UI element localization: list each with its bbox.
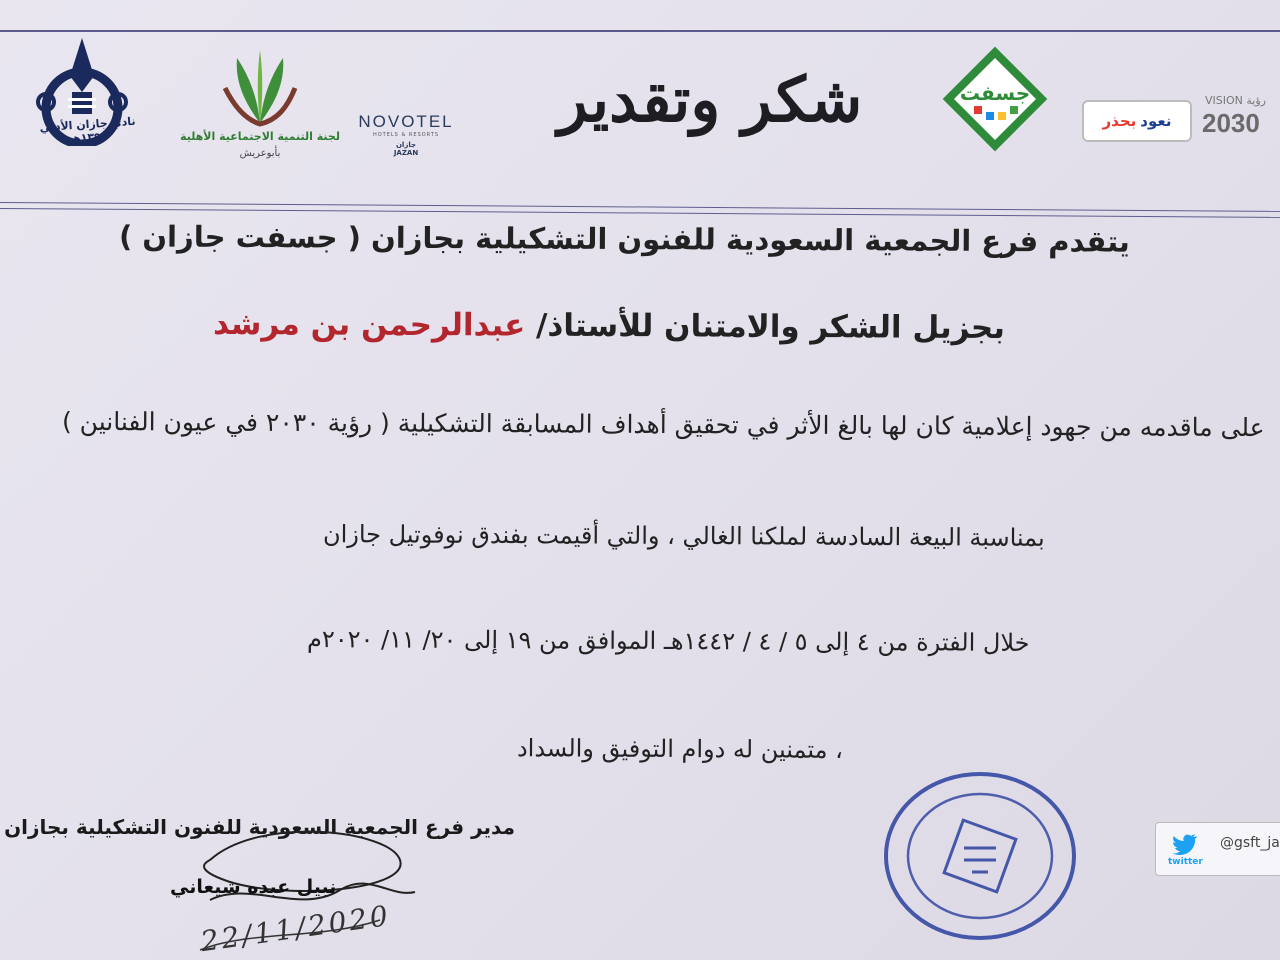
body-line-3: خلال الفترة من ٤ إلى ٥ / ٤ / ١٤٤٢هـ الموافق من ١٩ إلى ٢٠/ ١١/ ٢٠٢٠م <box>307 625 1031 657</box>
palm-leaf-icon <box>165 48 355 128</box>
development-committee-logo <box>165 48 355 168</box>
dev-committee-name: لجنة التنمية الاجتماعية الأهلية <box>180 130 340 143</box>
jsft-label: جسفت <box>959 81 1031 105</box>
vision-2030-logo <box>1200 94 1280 154</box>
novotel-city-en: JAZAN <box>393 149 419 157</box>
jsft-diamond-icon <box>936 40 1054 158</box>
twitter-handle: @gsft_ja <box>1220 835 1280 851</box>
twitter-handle-box <box>1155 822 1280 876</box>
vision-label: VISION رؤية <box>1205 94 1266 107</box>
naud-part2: بحذر <box>1102 112 1137 130</box>
certificate-title: شكر وتقدير <box>557 63 863 136</box>
header-divider-line <box>0 202 1280 212</box>
intro-line: يتقدم فرع الجمعية السعودية للفنون التشكيلية بجازان ( جسفت جازان ) <box>119 219 1131 259</box>
twitter-bird-icon <box>1172 833 1198 855</box>
jsft-logo <box>936 40 1054 158</box>
body-line-2: بمناسبة البيعة السادسة لملكنا الغالي ، والتي أقيمت بفندق نوفوتيل جازان <box>323 520 1046 552</box>
top-frame <box>0 0 1280 32</box>
recipient-name: عبدالرحمن بن مرشد <box>212 305 526 344</box>
twitter-label: twitter <box>1168 857 1203 867</box>
naud-bihathar-logo <box>1082 100 1192 142</box>
body-line-1: على ماقدمه من جهود إعلامية كان لها بالغ الأثر في تحقيق أهداف المسابقة التشكيلية ( رؤية ٢٠٣٠ في عيون الفنانين ) <box>62 406 1266 443</box>
literary-club-caption: نادي جازان الأدبي ١٣٩٥هـ <box>39 114 136 146</box>
novotel-subtitle: HOTELS & RESORTS <box>372 132 440 138</box>
thanks-line <box>213 306 1005 346</box>
signer-name: نبيل عبده شيعاني <box>170 876 337 898</box>
signature-date: 22/11/2020 <box>198 898 393 959</box>
official-stamp <box>880 768 1080 943</box>
naud-part1: نعود <box>1140 112 1172 130</box>
dev-committee-city: بأبوعريش <box>239 148 281 159</box>
novotel-name: NOVOTEL <box>358 112 454 131</box>
body-line-4: ، متمنين له دوام التوفيق والسداد <box>517 734 844 764</box>
vision-year: 2030 <box>1202 108 1260 138</box>
novotel-logo <box>346 112 466 172</box>
novotel-city-ar: جازان <box>395 141 417 149</box>
manager-title: مدير فرع الجمعية السعودية للفنون التشكيلية بجازان <box>4 815 515 839</box>
thanks-prefix: بجزيل الشكر والامتنان للأستاذ/ <box>536 307 1006 347</box>
